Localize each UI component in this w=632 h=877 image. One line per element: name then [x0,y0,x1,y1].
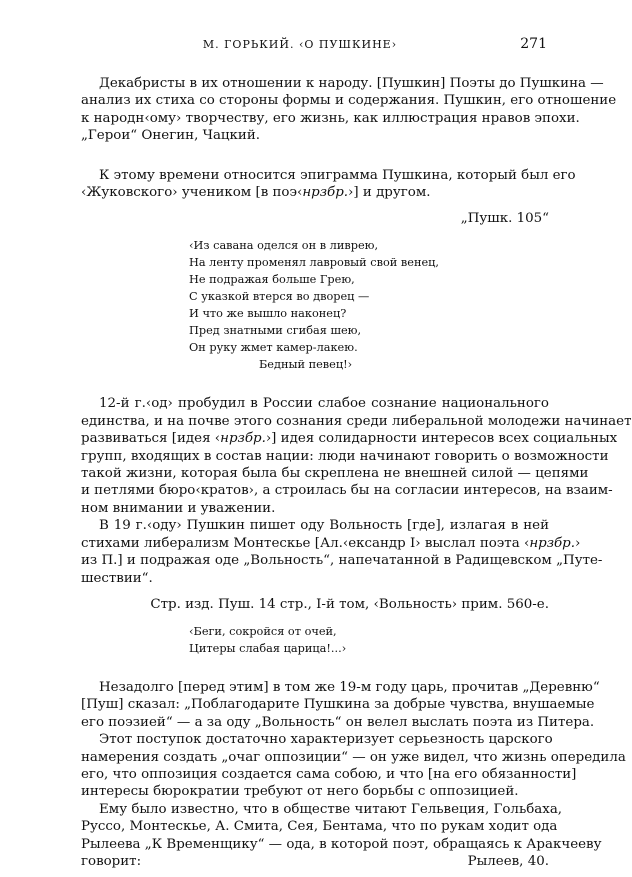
verse-line: ‹Из савана оделся он в ливрею, [189,239,379,253]
text-line: шествии“. [81,570,153,586]
text-line: Ему было известно, что в обществе читают Гельвеция, Гольбаха, [99,801,563,817]
verse-line: Пред знатными сгибая шею, [189,324,362,338]
text-line: [Пуш] сказал: „Поблагодарите Пушкина за добрые чувства, внушаемые [81,697,595,713]
page-body [81,75,632,870]
running-title: М. ГОРЬКИЙ. ‹О ПУШКИНЕ› [202,38,398,51]
text-line: Незадолго [перед этим] в том же 19-м году царь, прочитав „Деревню“ [99,679,600,695]
page-header [0,36,600,54]
paragraph-tsar [81,679,600,731]
ode-verse [189,623,549,657]
verse-line: С указкой втерся во дворец — [189,290,370,304]
text-line: его поэзией“ — а за оду „Вольность“ он велел выслать поэта из Питера. [81,714,595,730]
illegible-mark: нрзбр. [302,185,349,201]
verse-line: На ленту променял лавровый свой венец, [189,256,440,270]
text-line: единства, и на почве этого сознания среди либеральной молодежи начинает [81,413,632,429]
text-fragment: говорит: [81,853,142,869]
text-line: и петлями бюро‹кратов›, а строилась бы на согласии интересов, на взаим- [81,483,613,499]
text-line: В 19 г.‹оду› Пушкин пишет оду Вольность [где], излагая в ней [99,518,549,534]
text-line: намерения создать „очаг оппозиции“ — он уже видел, что жизнь опередила [81,749,626,765]
text-line: К этому времени относится эпиграмма Пушкина, который был его [99,167,576,183]
citation-vol-1: Стр. изд. Пуш. 14 стр., I-й том, ‹Вольность› прим. 560-е. [150,596,549,612]
text-line: Этот поступок достаточно характеризует серьезность царского [99,732,553,748]
text-line: развиваться [идея ‹нрзбр.›] идея солидарности интересов всех социальных [81,431,618,447]
paragraph-1812 [81,395,632,517]
illegible-mark: нрзбр. [220,431,266,447]
citation-pushkin-105: „Пушк. 105“ [460,211,549,227]
text-line: ном внимании и уважении. [81,500,276,516]
text-line: групп, входящих в состав нации: люди начинают говорить о возможности [81,448,609,464]
illegible-mark: нрзбр. [529,535,576,551]
paragraph-ode-liberty [81,517,603,587]
text-line: Декабристы в их отношении к народу. [Пушкин] Поэты до Пушкина — [99,76,604,91]
text-line: такой жизни, которая была бы скреплена не внешней силой — цепями [81,466,589,482]
text-line: „Герои“ Онегин, Чацкий. [81,128,261,144]
text-line: стихами либерализм Монтескье [Ал.‹ександр I› выслал поэта ‹нрзбр.› [81,535,581,551]
paragraph-epigram-intro [81,167,576,202]
text-line: Рылеева „К Временщику“ — ода, в которой поэт, обращаясь к Аракчееву [81,836,602,852]
text-line [81,853,549,870]
epigram-verse [189,237,549,373]
verse-line: Не подражая больше Грею, [189,273,355,287]
text-line: его, что оппозиция создается сама собою, и что [на его обязанности] [81,766,577,782]
verse-line: Цитеры слабая царица!...› [189,641,347,655]
text-line: 12-й г.‹од› пробудил в России слабое сознание национального [99,396,549,412]
page-number: 271 [520,36,547,52]
verse-line: Он руку жмет камер-лакею. [189,341,358,355]
verse-line: Бедный певец!› [259,358,353,372]
citation-ryleev: Рылеев, 40. [467,853,549,869]
text-line: из П.] и подражая оде „Вольность“, напечатанной в Радищевском „Путе- [81,553,603,569]
text-line: анализ их стиха со стороны формы и содержания. Пушкин, его отношение [81,93,617,109]
text-line: к народн‹ому› творчеству, его жизнь, как иллюстрация нравов эпохи. [81,110,580,126]
text-line: ‹Жуковского› учеником [в поэ‹нрзбр.›] и другом. [81,185,431,201]
verse-line: И что же вышло наконец? [189,307,347,321]
paragraph-opposition [81,731,626,801]
verse-line: ‹Беги, сокройся от очей, [189,624,337,638]
paragraph-society [81,801,602,871]
text-line: Руссо, Монтескье, А. Смита, Сея, Бентама, что по рукам ходит ода [81,819,558,835]
paragraph-decembrists [81,75,617,145]
text-line: интересы бюрократии требуют от него борьбы с оппозицией. [81,784,519,800]
